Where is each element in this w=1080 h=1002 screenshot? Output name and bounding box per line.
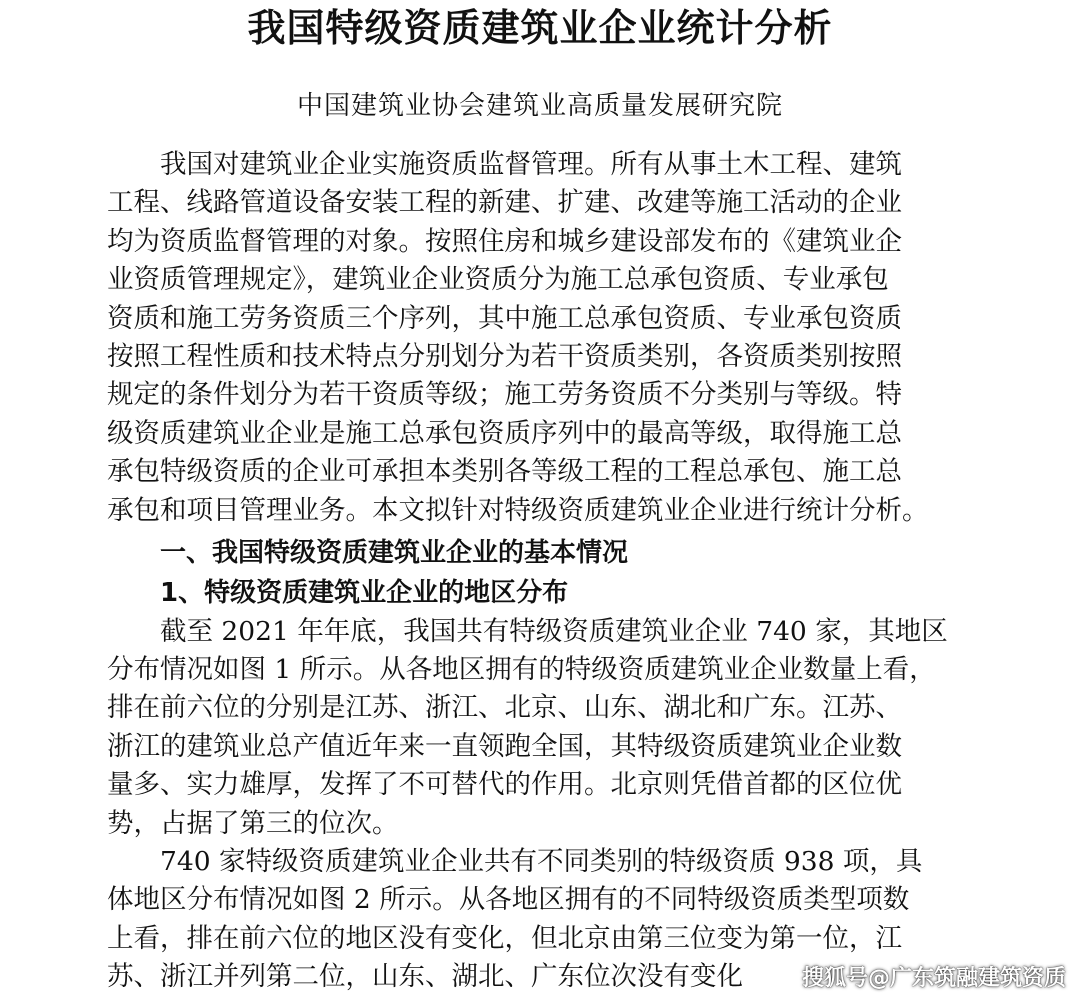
text-line: 承包特级资质的企业可承担本类别各等级工程的工程总承包、施工总	[107, 456, 902, 488]
text-line: 量多、实力雄厚，发挥了不可替代的作用。北京则凭借首都的区位优	[107, 769, 902, 801]
document-title: 我国特级资质建筑业企业统计分析	[247, 6, 833, 50]
text-line: 分布情况如图 1 所示。从各地区拥有的特级资质建筑业企业数量上看，	[107, 654, 936, 686]
text-line: 资质和施工劳务资质三个序列，其中施工总承包资质、专业承包资质	[107, 302, 902, 334]
paragraph-intro	[107, 146, 977, 530]
paragraph-regional-distribution	[107, 613, 977, 843]
subsection-heading: 1、特级资质建筑业企业的地区分布	[160, 578, 569, 609]
text-line: 上看，排在前六位的地区没有变化，但北京由第三位变为第一位，江	[107, 922, 902, 954]
text-line: 740 家特级资质建筑业企业共有不同类别的特级资质 938 项，具	[160, 846, 923, 878]
text-line: 苏、浙江并列第二位，山东、湖北、广东位次没有变化	[107, 961, 743, 993]
text-line: 浙江的建筑业总产值近年来一直领跑全国，其特级资质建筑业企业数	[107, 730, 902, 762]
text-line: 工程、线路管道设备安装工程的新建、扩建、改建等施工活动的企业	[107, 187, 902, 219]
section-heading: 一、我国特级资质建筑业企业的基本情况	[160, 537, 629, 568]
text-line: 承包和项目管理业务。本文拟针对特级资质建筑业企业进行统计分析。	[107, 494, 929, 526]
text-line: 体地区分布情况如图 2 所示。从各地区拥有的不同特级资质类型项数	[107, 884, 910, 916]
document-body	[107, 146, 977, 997]
text-line: 均为资质监督管理的对象。按照住房和城乡建设部发布的《建筑业企	[107, 225, 902, 257]
text-line: 业资质管理规定》，建筑业企业资质分为施工总承包资质、专业承包	[107, 264, 889, 296]
text-line: 排在前六位的分别是江苏、浙江、北京、山东、湖北和广东。江苏、	[107, 692, 902, 724]
watermark: 搜狐号@广东筑融建筑资质	[801, 966, 1066, 991]
text-line: 我国对建筑业企业实施资质监督管理。所有从事土木工程、建筑	[160, 149, 902, 180]
text-line: 势，占据了第三的位次。	[107, 807, 399, 839]
text-line: 规定的条件划分为若干资质等级；施工劳务资质不分类别与等级。特	[107, 379, 902, 411]
text-line: 级资质建筑业企业是施工总承包资质序列中的最高等级，取得施工总	[107, 417, 902, 449]
text-line: 截至 2021 年年底，我国共有特级资质建筑业企业 740 家，其地区	[160, 615, 948, 647]
text-line: 按照工程性质和技术特点分别划分为若干资质类别，各资质类别按照	[107, 340, 902, 372]
document-author: 中国建筑业协会建筑业高质量发展研究院	[296, 91, 783, 121]
